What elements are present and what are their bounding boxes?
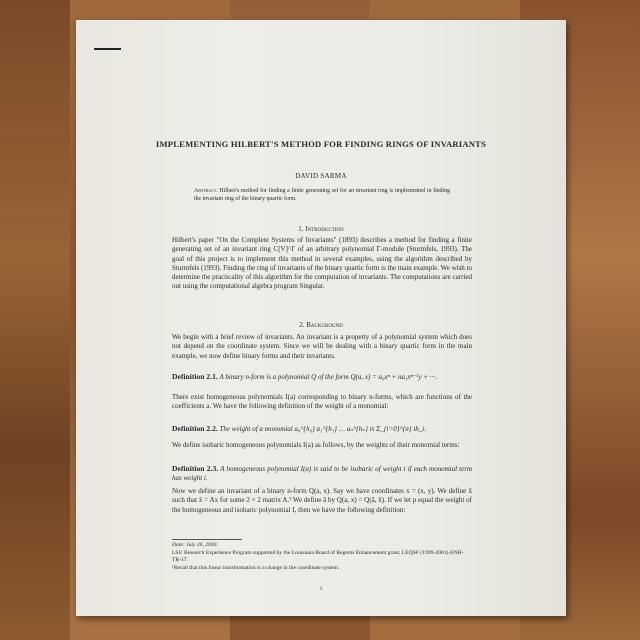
definition-2-3 [172, 464, 472, 484]
homogeneous-paragraph: There exist homogeneous polynomials I(a) corresponding to binary n-forms, which are functions of the coefficients a. We have the following definition of the weight of a monomial: [172, 393, 472, 411]
paper-sheet [76, 20, 566, 616]
footnote-support: LSU Research Experience Program supported by the Louisiana Board of Regents Enhancement grant, LEQSF (1999-2001)-ENH-TR-17. [172, 550, 464, 564]
section-heading-introduction: 1. Introduction [298, 225, 344, 233]
section-heading-background: 2. Background [299, 321, 343, 329]
definition-label: Definition 2.3. [172, 464, 219, 473]
footnote-1: ¹Recall that this linear transformation is a change in the coordinate system. [172, 565, 340, 571]
definition-label: Definition 2.1. [172, 372, 218, 381]
paper-title: IMPLEMENTING HILBERT'S METHOD FOR FINDING RINGS OF INVARIANTS [155, 139, 487, 149]
abstract-label: Abstract. [194, 188, 218, 194]
background-paragraph: We begin with a brief review of invariants. An invariant is a property of a polynomial system which does not depend on the coordinate system. Since we will be dealing with a binary quartic form in the main example, we now define binary forms and their invariants. [172, 333, 472, 360]
pen-mark [94, 48, 121, 50]
definition-text: A binary n-form is a polynomial Q of the form Q(a, x) = a₀xⁿ + na₁xⁿ⁻¹y + ···. [219, 373, 437, 381]
definition-2-1 [172, 372, 472, 382]
isobaric-paragraph: We define isobaric homogeneous polynomials I(a) as follows, by the weights of their monomial terms: [172, 441, 460, 449]
abstract-text: Hilbert's method for finding a finite generating set for an invariant ring is implemented in finding the invariant ring of the binary quartic form. [194, 188, 450, 202]
definition-label: Definition 2.2. [172, 424, 218, 433]
page-number: 1 [319, 586, 323, 592]
definition-text: A homogeneous polynomial I(a) is said to be isobaric of weight i if each monomial term has weight i. [172, 465, 473, 483]
definition-text: The weight of a monomial a₀^{h₀} a₁^{h₁} … aₙ^{hₙ} is Σ_{i=0}^{n} ih_i. [219, 425, 426, 433]
author-name: DAVID SARMA [295, 172, 347, 180]
footnote-date: Date: July 20, 2000. [172, 542, 218, 548]
invariant-paragraph: Now we define an invariant of a binary n-form Q(a, x). Say we have coordinates x = (x, y). We define x̄ such that x̄ = Ax for some 2 × 2 matrix A.¹ We define ā by Q(a, x) = Q(ā, x̄). If we let p equal the weight of the homogeneous and isobaric polynomial I, then we have the following definition: [172, 487, 472, 514]
abstract [194, 187, 450, 203]
definition-2-2 [172, 424, 472, 434]
footnote-rule [172, 539, 242, 540]
introduction-paragraph: Hilbert's paper "On the Complete Systems of Invariants" (1893) describes a method for finding a finite generating set of an invariant ring C[V]^Γ of an arbitrary polynomial Γ-module (Sturmfels, 1993). The goal of this project is to implement this method in several examples, using the algorithm described by Sturmfels (1993). Finding the ring of invariants of the binary quartic form is the main example. We wish to determine the practicality of this algorithm for the computation of invariants. The computations are carried out using the computational algebra program Singular. [172, 236, 472, 291]
